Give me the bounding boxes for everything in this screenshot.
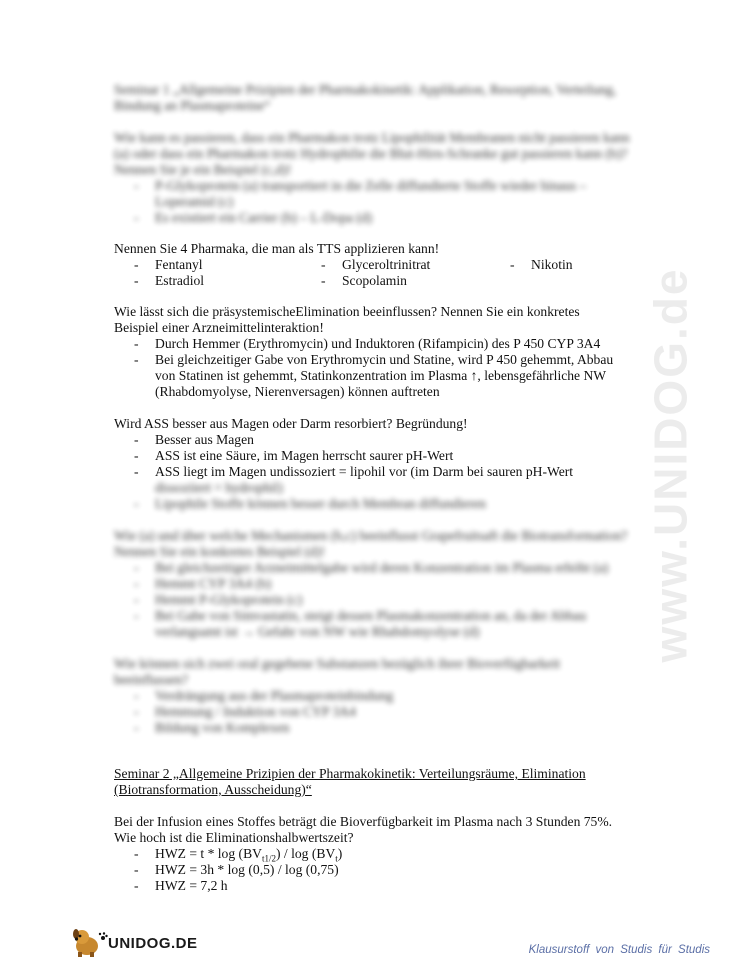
footer-tagline: Klausurstoff von Studis für Studis <box>528 944 710 956</box>
list-item: - Bei gleichzeitiger Arzneimittelgabe wird deren Konzentration im Plasma erhöht (a) <box>134 560 634 576</box>
list-item: - Verdrängung aus der Plasmaproteinbindung <box>134 688 634 704</box>
blurred-question-5-block <box>114 528 634 640</box>
blurred-seminar1-block <box>114 82 634 226</box>
question-4-answers <box>114 432 634 480</box>
question-4-block <box>114 416 634 512</box>
list-item: Fentanyl <box>155 257 203 272</box>
formula-1: - HWZ = t * $\log (BV_{t1/2})$ / $\log (BV_t)$ <box>134 846 634 862</box>
tts-row-2: - Estradiol - Scopolamin <box>134 273 407 288</box>
blurred-answer <box>114 496 634 512</box>
formula-2: - HWZ = 3h * log (0,5) / log (0,75) <box>134 862 634 878</box>
list-item: - Bei gleichzeitiger Gabe von Erythromycin und Statine, wird P 450 gehemmt, Abbau von Statinen ist gehemmt, Statinkonzentration im Plasma ↑, lebensgefährliche NW (Rhabdomyolyse, Nierenversagen) können auftreten <box>134 352 634 400</box>
list-item: - Lipophile Stoffe können besser durch Membran diffundieren <box>134 496 634 512</box>
question-2: Nennen Sie 4 Pharmaka, die man als TTS applizieren kann! <box>114 241 440 256</box>
question-1-answers <box>114 178 634 226</box>
blurred-question-6-block <box>114 656 634 736</box>
list-item: - ASS liegt im Magen undissoziert = lipohil vor (im Darm bei sauren pH-Wert <box>134 464 634 480</box>
list-item: - P-Glykoprotein (a) transportiert in die Zelle diffundierte Stoffe wieder hinaus – Loperamid (c) <box>134 178 634 210</box>
list-item: - Besser aus Magen <box>134 432 634 448</box>
tts-row-1: - Fentanyl - Glyceroltrinitrat - Nikotin <box>134 257 573 272</box>
seminar2-question-line-1: Bei der Infusion eines Stoffes beträgt die Bioverfügbarkeit im Plasma nach 3 Stunden 75%. <box>114 814 613 829</box>
question-3-line-1: Wie lässt sich die präsystemischeElimination beeinflussen? Nennen Sie ein konkretes <box>114 304 580 319</box>
seminar-2-block <box>114 766 634 894</box>
seminar2-title-line-2: (Biotransformation, Ausscheidung)“ <box>114 782 312 797</box>
list-item: - Es existiert ein Carrier (b) – L-Dopa (d) <box>134 210 634 226</box>
seminar1-title: Seminar 1 „Allgemeine Prizipien der Pharmakokinetik: Applikation, Resorption, Verteilung, Bindung an Plasmaproteine“ <box>114 82 617 113</box>
question-2-block <box>114 241 634 289</box>
dog-icon <box>70 926 108 958</box>
list-item: Estradiol <box>155 273 205 288</box>
list-item: - Bildung von Komplexen <box>134 720 634 736</box>
unidog-logo <box>70 926 198 960</box>
question-3-answers <box>114 336 634 400</box>
seminar2-answers <box>114 846 634 894</box>
list-item: - ASS ist eine Säure, im Magen herrscht saurer pH-Wert <box>134 448 634 464</box>
question-3-line-2: Beispiel einer Arzneimittelinteraktion! <box>114 320 324 335</box>
list-item: - Hemmung / Induktion von CYP 3A4 <box>134 704 634 720</box>
watermark: www.UNIDOG.de <box>644 267 697 663</box>
logo-text: UNIDOG.DE <box>108 935 198 952</box>
question-4: Wird ASS besser aus Magen oder Darm resorbiert? Begründung! <box>114 416 468 431</box>
question-3-block <box>114 304 634 400</box>
list-item: - Durch Hemmer (Erythromycin) und Induktoren (Rifampicin) des P 450 CYP 3A4 <box>134 336 634 352</box>
question-5: Wie (a) und über welche Mechanismen (b,c) beeinflusst Grapefruitsaft die Biotransformation? Nennen Sie ein konkretes Beispiel (d)! <box>114 528 628 559</box>
question-5-answers <box>114 560 634 640</box>
question-6-answers <box>114 688 634 736</box>
list-item: - Hemmt CYP 3A4 (b) <box>134 576 634 592</box>
seminar2-question-line-2: Wie hoch ist die Eliminationshalbwertszeit? <box>114 830 354 845</box>
list-item: Scopolamin <box>342 273 407 288</box>
question-6: Wie können sich zwei oral gegebene Substanzen bezüglich ihrer Bioverfügbarkeit beeinflussen? <box>114 656 560 687</box>
question-1: Wie kann es passieren, dass ein Pharmakon trotz Lipophilität Membranen nicht passieren kann (a) oder dass ein Pharmakon trotz Hydrophilie die Blut-Hirn-Schranke gut passieren kann (b)? Nennen Sie je ein Beispiel (c,d)! <box>114 130 630 177</box>
seminar2-title-line-1: Seminar 2 „Allgemeine Prizipien der Pharmakokinetik: Verteilungsräume, Elimination <box>114 766 586 781</box>
formula-3: - HWZ = 7,2 h <box>134 878 634 894</box>
blurred-continuation: dissoziiert = hydrophil) <box>155 480 283 495</box>
list-item: - Hemmt P-Glykoprotein (c) <box>134 592 634 608</box>
list-item: - Bei Gabe von Simvastatin, steigt dessen Plasmakonzentration an, da der Abbau verlangsamt ist → Gefahr von NW wie Rhabdomyolyse (d) <box>134 608 634 640</box>
list-item: Nikotin <box>531 257 573 272</box>
list-item: Glyceroltrinitrat <box>342 257 431 272</box>
